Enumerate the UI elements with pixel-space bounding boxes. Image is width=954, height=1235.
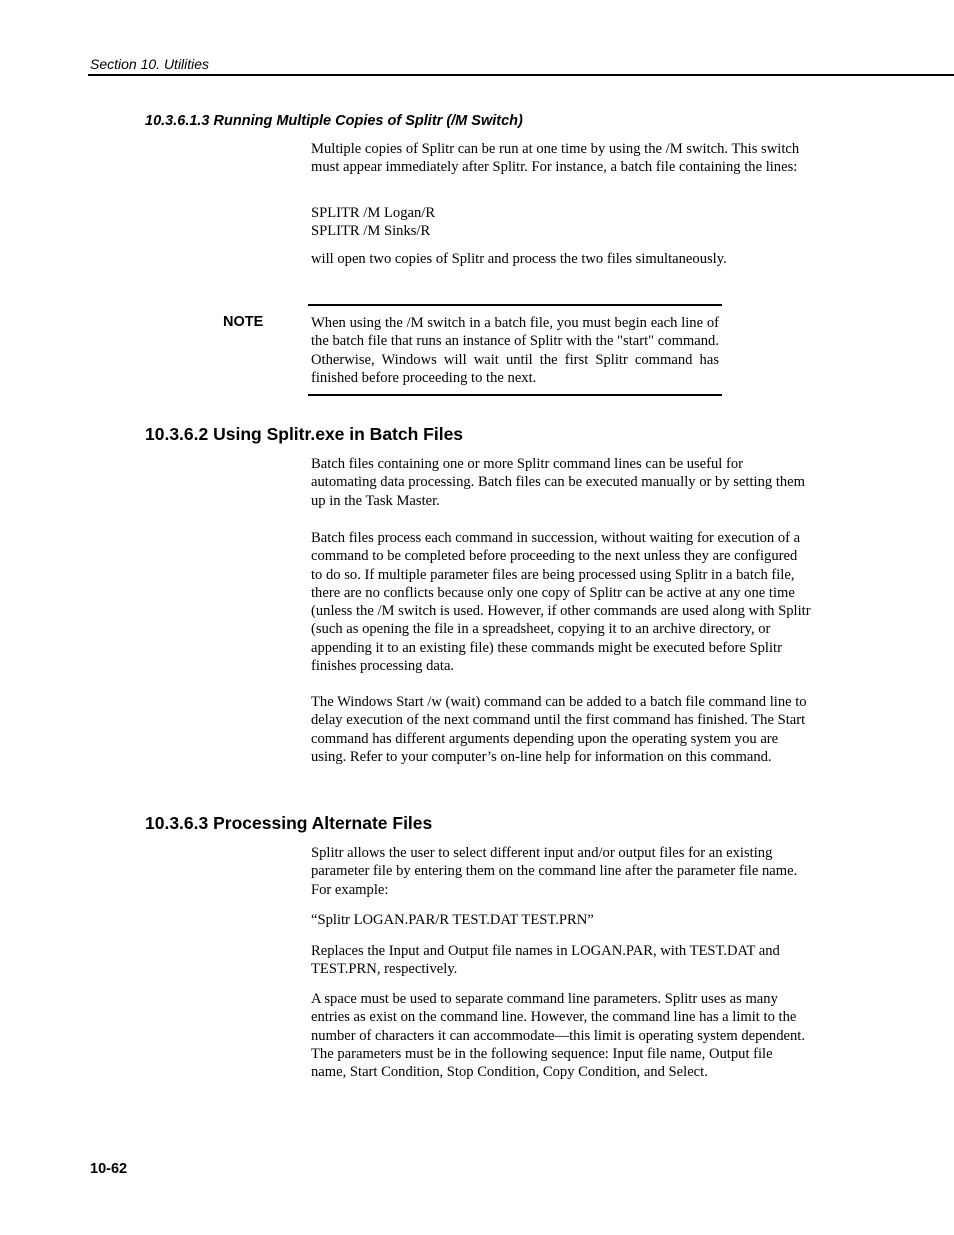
note-text: When using the /M switch in a batch file, you must begin each line of the batch file that runs an instance of Splitr with the "start" command. Otherwise, Windows will wait until the first Splitr command has finished before proceeding to the next. xyxy=(311,315,719,386)
paragraph-parameter-sequence: A space must be used to separate command line parameters. Splitr uses as many entries as exist on the command line. However, the command line has a limit to the number of characters it can accommodate—this limit is operating system dependent. The parameters must be in the following sequence: Input file name, Output file name, Start Condition, Stop Condition, Copy Condition, and Select. xyxy=(311,991,806,1081)
paragraph-multiple-copies-intro: Multiple copies of Splitr can be run at one time by using the /M switch. This switch must appear immediately after Splitr. For instance, a batch file containing the lines: xyxy=(311,141,800,176)
header-rule xyxy=(88,74,954,76)
code-line: SPLITR /M Sinks/R xyxy=(311,223,431,240)
paragraph-replaces: Replaces the Input and Output file names in LOGAN.PAR, with TEST.DAT and TEST.PRN, respectively. xyxy=(311,943,780,978)
paragraph-batch-intro: Batch files containing one or more Splitr command lines can be useful for automating data processing. Batch files can be executed manually or by setting them up in the Task Master. xyxy=(311,456,806,509)
paragraph-multiple-copies-result: will open two copies of Splitr and process the two files simultaneously. xyxy=(311,251,727,267)
running-header: Section 10. Utilities xyxy=(90,56,210,72)
code-block xyxy=(311,204,811,241)
note-top-rule xyxy=(308,304,722,306)
heading-using-splitr-batch-files: 10.3.6.2 Using Splitr.exe in Batch Files xyxy=(145,424,464,444)
heading-running-multiple-copies: 10.3.6.1.3 Running Multiple Copies of Splitr (/M Switch) xyxy=(145,113,523,129)
heading-processing-alternate-files: 10.3.6.3 Processing Alternate Files xyxy=(145,813,433,833)
note-bottom-rule xyxy=(308,394,722,396)
paragraph-start-wait: The Windows Start /w (wait) command can be added to a batch file command line to delay execution of the next command until the first command has finished. The Start command has different arguments depending upon the operating system you are using. Refer to your computer’s on-line help for information on this command. xyxy=(311,694,807,765)
code-line: SPLITR /M Logan/R xyxy=(311,205,436,221)
paragraph-batch-succession: Batch files process each command in succession, without waiting for execution of a command to be completed before proceeding to the next unless they are configured to do so. If multiple parameter files are being processed using Splitr in a batch file, there are no conflicts because only one copy of Splitr can be active at any one time (unless the /M switch is used. However, if other commands are used along with Splitr (such as opening the file in a spreadsheet, copying it to an archive directory, or appending it to an existing file) these commands might be executed before Splitr finishes processing data. xyxy=(311,530,811,675)
example-command: “Splitr LOGAN.PAR/R TEST.DAT TEST.PRN” xyxy=(311,912,594,928)
paragraph-alternate-intro: Splitr allows the user to select different input and/or output files for an existing parameter file by entering them on the command line after the parameter file name. For example: xyxy=(311,845,798,898)
note-label: NOTE xyxy=(223,314,264,330)
page-number: 10-62 xyxy=(90,1161,128,1177)
